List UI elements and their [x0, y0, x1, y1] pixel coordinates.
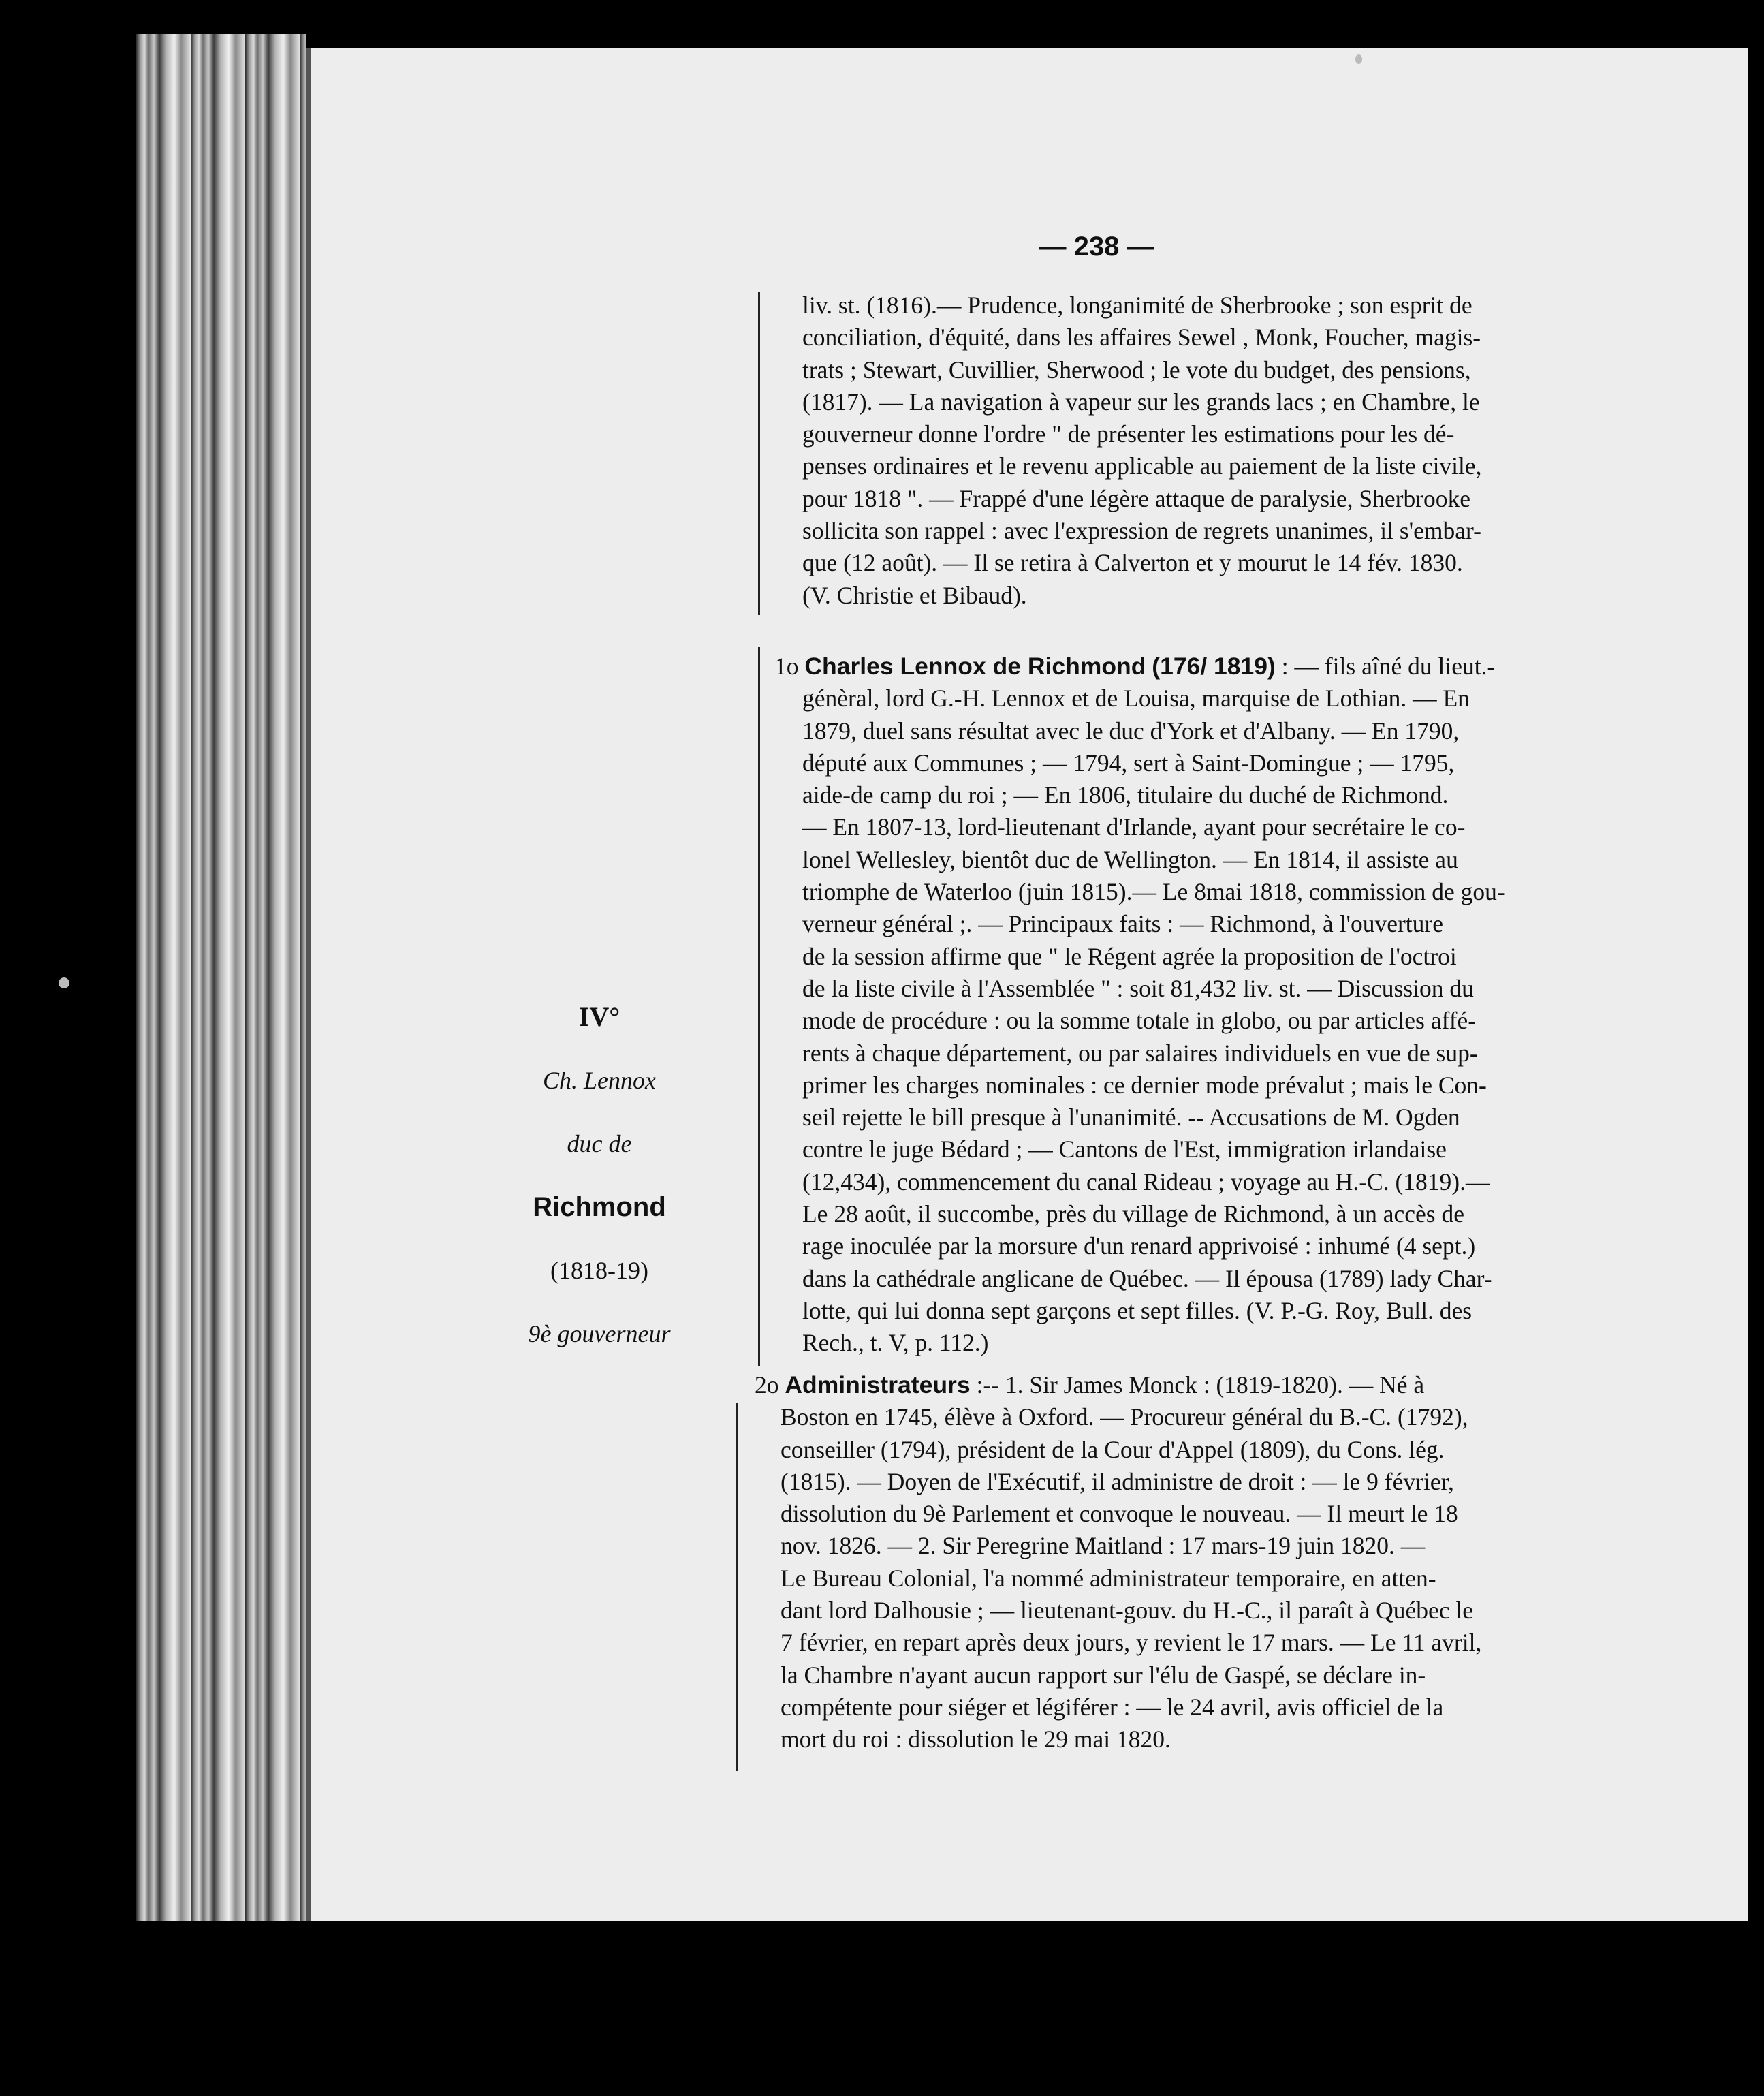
text-line: Rech., t. V, p. 112.): [802, 1329, 989, 1357]
text-line: que (12 août). — Il se retira à Calverton et y mourut le 14 fév. 1830.: [802, 549, 1463, 577]
section1-first-line-tail: : — fils aîné du lieut.-: [1281, 653, 1496, 680]
text-line: aide-de camp du roi ; — En 1806, titulaire du duché de Richmond.: [802, 781, 1449, 809]
section1-paragraph: [774, 651, 1694, 1360]
text-line: contre le juge Bédard ; — Cantons de l'Est, immigration irlandaise: [802, 1136, 1447, 1163]
text-line: mode de procédure : ou la somme totale in globo, ou par articles affé-: [802, 1007, 1477, 1035]
scan-speck: [1355, 54, 1362, 64]
text-line: gouverneur donne l'ordre " de présenter les estimations pour les dé-: [802, 420, 1455, 448]
text-line: penses ordinaires et le revenu applicable au paiement de la liste civile,: [802, 452, 1482, 480]
text-line: conciliation, d'équité, dans les affaires Sewel , Monk, Foucher, magis-: [802, 324, 1481, 351]
scan-speck: [59, 977, 69, 988]
section1-heading: Charles Lennox de Richmond: [804, 653, 1146, 680]
text-line: 1879, duel sans résultat avec le duc d'York et d'Albany. — En 1790,: [802, 717, 1460, 745]
section1-marker: 1o: [774, 653, 799, 680]
margin-place: Richmond: [533, 1192, 666, 1222]
section1-first-line: [774, 651, 1694, 683]
text-line: trats ; Stewart, Cuvillier, Sherwood ; le vote du budget, des pensions,: [802, 356, 1471, 384]
section2-marker: 2o: [755, 1371, 779, 1398]
text-line: (1815). — Doyen de l'Exécutif, il administre de droit : — le 9 février,: [781, 1467, 1454, 1495]
margin-name: Ch. Lennox: [543, 1067, 656, 1094]
brace-top: [758, 292, 770, 615]
text-line: primer les charges nominales : ce dernier mode prévalut ; mais le Con-: [802, 1071, 1487, 1099]
text-line: Le 28 août, il succombe, près du village de Richmond, à un accès de: [802, 1200, 1465, 1228]
top-paragraph: [802, 290, 1692, 612]
text-line: conseiller (1794), président de la Cour d'Appel (1809), du Cons. lég.: [781, 1435, 1445, 1463]
text-line: nov. 1826. — 2. Sir Peregrine Maitland : 17 mars-19 juin 1820. —: [781, 1532, 1426, 1560]
page-number: — 238 —: [1039, 232, 1154, 262]
text-line: seil rejette le bill presque à l'unanimité. -- Accusations de M. Ogden: [802, 1104, 1460, 1131]
margin-roman-numeral: IV°: [578, 1001, 620, 1032]
text-line: (V. Christie et Bibaud).: [802, 581, 1027, 609]
margin-rank: 9è gouverneur: [528, 1320, 671, 1347]
text-line: Le Bureau Colonial, l'a nommé administrateur temporaire, en atten-: [781, 1564, 1436, 1592]
margin-years: (1818-19): [550, 1257, 648, 1284]
text-line: mort du roi : dissolution le 29 mai 1820.: [781, 1725, 1171, 1753]
margin-label: [477, 1001, 722, 1381]
section2-first-line-tail: :-- 1. Sir James Monck : (1819-1820). — Né à: [976, 1371, 1425, 1398]
section2-first-line: [755, 1369, 1695, 1401]
brace-section2: [736, 1403, 747, 1771]
section2-heading: Administrateurs: [785, 1371, 971, 1398]
text-line: lotte, qui lui donna sept garçons et sept filles. (V. P.-G. Roy, Bull. des: [802, 1296, 1472, 1324]
text-line: la Chambre n'ayant aucun rapport sur l'élu de Gaspé, se déclare in-: [781, 1661, 1426, 1689]
text-line: de la session affirme que " le Régent agrée la proposition de l'octroi: [802, 942, 1457, 970]
text-line: de la liste civile à l'Assemblée " : soit 81,432 liv. st. — Discussion du: [802, 974, 1474, 1002]
text-line: Boston en 1745, élève à Oxford. — Procureur général du B.-C. (1792),: [781, 1403, 1468, 1431]
text-line: rage inoculée par la morsure d'un renard apprivoisé : inhumé (4 sept.): [802, 1232, 1476, 1260]
text-line: (1817). — La navigation à vapeur sur les grands lacs ; en Chambre, le: [802, 388, 1480, 416]
text-line: compétente pour siéger et légiférer : — le 24 avril, avis officiel de la: [781, 1693, 1444, 1721]
text-line: liv. st. (1816).— Prudence, longanimité de Sherbrooke ; son esprit de: [802, 292, 1472, 319]
text-line: député aux Communes ; — 1794, sert à Saint-Domingue ; — 1795,: [802, 749, 1455, 777]
text-line: triomphe de Waterloo (juin 1815).— Le 8mai 1818, commission de gou-: [802, 878, 1505, 906]
brace-section1: [758, 647, 770, 1366]
text-line: lonel Wellesley, bientôt duc de Wellington. — En 1814, il assiste au: [802, 845, 1458, 873]
text-line: (12,434), commencement du canal Rideau ; voyage au H.-C. (1819).—: [802, 1168, 1490, 1195]
text-line: 7 février, en repart après deux jours, y revient le 17 mars. — Le 11 avril,: [781, 1629, 1482, 1657]
text-line: sollicita son rappel : avec l'expression de regrets unanimes, il s'embar-: [802, 517, 1481, 545]
book-binding: [136, 34, 306, 1921]
text-line: dissolution du 9è Parlement et convoque le nouveau. — Il meurt le 18: [781, 1500, 1458, 1528]
text-line: dant lord Dalhousie ; — lieutenant-gouv. du H.-C., il paraît à Québec le: [781, 1597, 1474, 1625]
text-line: — En 1807-13, lord-lieutenant d'Irlande, ayant pour secrétaire le co-: [802, 813, 1466, 841]
margin-title: duc de: [567, 1130, 632, 1157]
text-line: génèral, lord G.-H. Lennox et de Louisa, marquise de Lothian. — En: [802, 685, 1470, 713]
text-line: dans la cathédrale anglicane de Québec. — Il épousa (1789) lady Char-: [802, 1264, 1492, 1292]
text-line: rents à chaque département, ou par salaires individuels en vue de sup-: [802, 1039, 1478, 1067]
section1-heading-dates: (176/ 1819): [1152, 653, 1276, 680]
section2-paragraph: [755, 1369, 1695, 1756]
text-line: verneur général ;. — Principaux faits : — Richmond, à l'ouverture: [802, 910, 1443, 938]
text-line: pour 1818 ". — Frappé d'une légère attaque de paralysie, Sherbrooke: [802, 484, 1471, 512]
